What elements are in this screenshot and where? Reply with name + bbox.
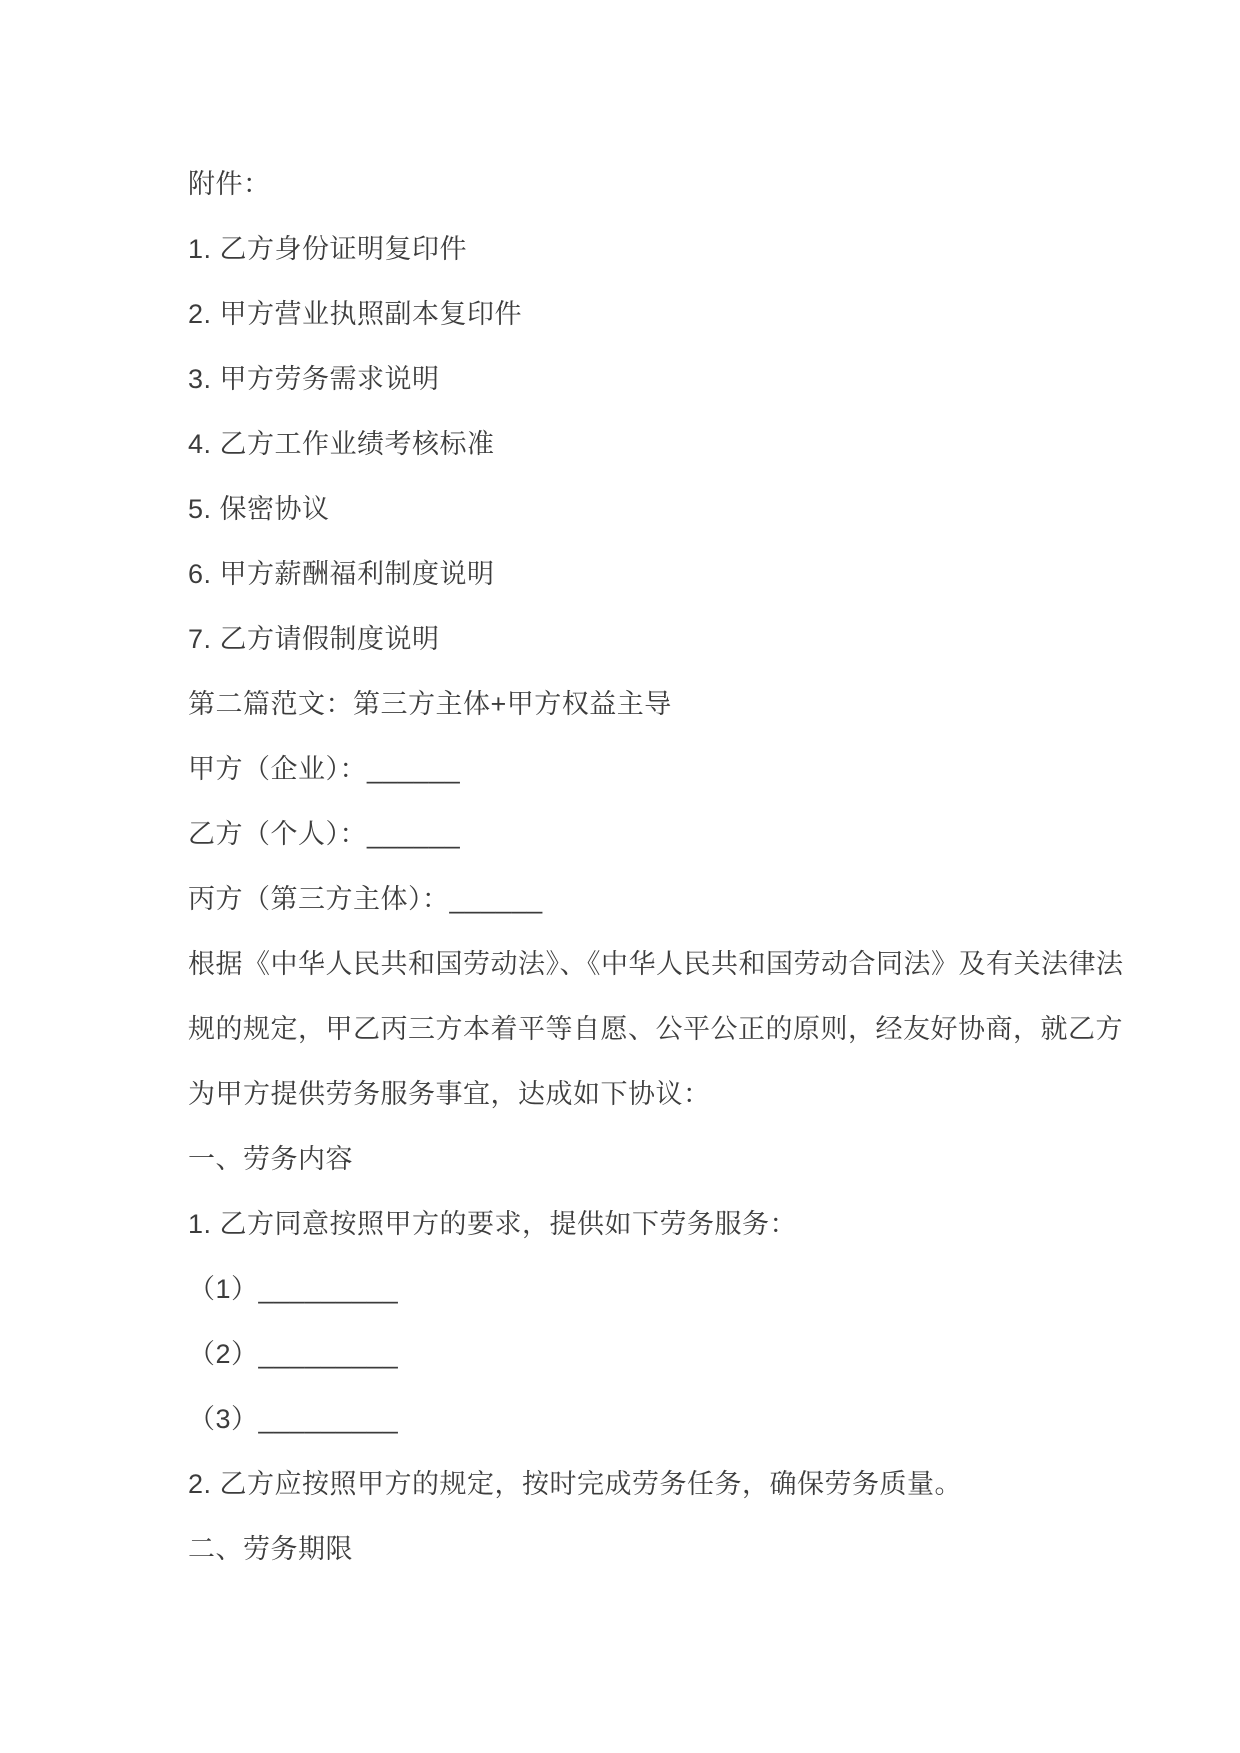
attachments-heading: 附件： [188,169,271,199]
attachment-item-1: 1. 乙方身份证明复印件 [188,234,468,264]
section1-clause-1: 1. 乙方同意按照甲方的要求，提供如下劳务服务： [188,1209,798,1239]
attachment-item-6: 6. 甲方薪酬福利制度说明 [188,559,495,589]
preamble-line-3: 为甲方提供劳务服务事宜，达成如下协议： [188,1079,711,1109]
section2-heading: 二、劳务期限 [188,1534,353,1564]
blank-line-1: （1）_________ [188,1274,399,1304]
attachment-item-5: 5. 保密协议 [188,494,330,524]
party-a-line: 甲方（企业）：______ [188,754,461,784]
attachment-item-4: 4. 乙方工作业绩考核标准 [188,429,495,459]
attachment-item-2: 2. 甲方营业执照副本复印件 [188,299,523,329]
blank-line-3: （3）_________ [188,1404,399,1434]
section1-heading: 一、劳务内容 [188,1144,353,1174]
second-template-title: 第二篇范文：第三方主体+甲方权益主导 [188,689,672,719]
preamble-line-2: 规的规定，甲乙丙三方本着平等自愿、公平公正的原则，经友好协商，就乙方 [188,1014,1123,1044]
party-c-line: 丙方（第三方主体）：______ [188,884,543,914]
blank-line-2: （2）_________ [188,1339,399,1369]
attachment-item-3: 3. 甲方劳务需求说明 [188,364,440,394]
section1-clause-2: 2. 乙方应按照甲方的规定，按时完成劳务任务，确保劳务质量。 [188,1469,963,1499]
preamble-line-1: 根据《中华人民共和国劳动法》、《中华人民共和国劳动合同法》及有关法律法 [188,949,1124,979]
attachment-item-7: 7. 乙方请假制度说明 [188,624,440,654]
party-b-line: 乙方（个人）：______ [188,819,461,849]
